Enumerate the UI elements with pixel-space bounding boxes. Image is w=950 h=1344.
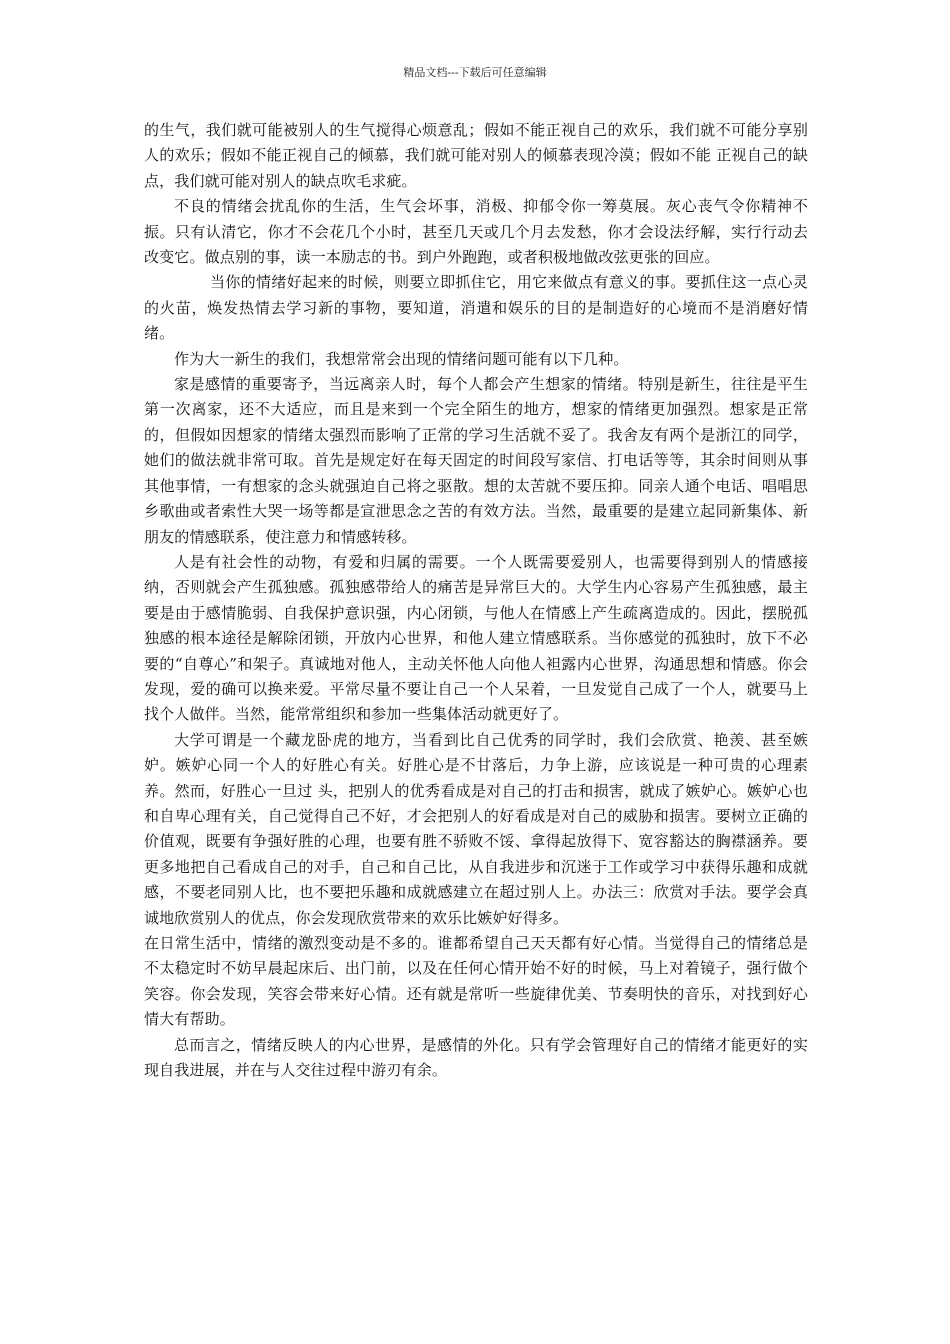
paragraph-2: 不良的情绪会扰乱你的生活，生气会坏事，消极、抑郁令你一筹莫展。灰心丧气令你精神不振。只有认清它，你才不会花几个小时，甚至几天或几个月去发愁，你才会设法纾解，实行行动去改变它。做点别的事，读一本励志的书。到户外跑跑，或者积极地做改弦更张的回应。 (144, 197, 808, 267)
paragraph-7: 大学可谓是一个藏龙卧虎的地方，当看到比自己优秀的同学时，我们会欣赏、艳羡、甚至嫉妒。嫉妒心同一个人的好胜心有关。好胜心是不甘落后，力争上游，应该说是一种可贵的心理素养。然而，好胜心一旦过 头，把别人的优秀看成是对自己的打击和损害，就成了嫉妒心。嫉妒心也和自卑心理有关，自己觉得自己不好，才会把别人的好看成是对自己的威胁和损害。要树立正确的价值观，既要有争强好胜的心理，也要有胜不骄败不馁、拿得起放得下、宽容豁达的胸襟涵养。要更多地把自己看成自己的对手，自己和自己比，从自我进步和沉迷于工作或学习中获得乐趣和成就感，不要老同别人比，也不要把乐趣和成就感建立在超过别人上。办法三：欣赏对手法。要学会真诚地欣赏别人的优点，你会发现欣赏带来的欢乐比嫉妒好得多。 (144, 730, 808, 927)
paragraph-8: 在日常生活中，情绪的激烈变动是不多的。谁都希望自己天天都有好心情。当觉得自己的情绪总是不太稳定时不妨早晨起床后、出门前，以及在任何心情开始不好的时候，马上对着镜子，强行做个笑容。你会发现，笑容会带来好心情。还有就是常听一些旋律优美、节奏明快的音乐，对找到好心情大有帮助。 (144, 934, 808, 1029)
paragraph-3: 当你的情绪好起来的时候，则要立即抓住它，用它来做点有意义的事。要抓住这一点心灵的火苗，焕发热情去学习新的事物，要知道，消遣和娱乐的目的是制造好的心境而不是消磨好情绪。 (144, 273, 808, 343)
paragraph-9: 总而言之，情绪反映人的内心世界，是感情的外化。只有学会管理好自己的情绪才能更好的实现自我进展，并在与人交往过程中游刃有余。 (144, 1035, 808, 1080)
paragraph-4: 作为大一新生的我们，我想常常会出现的情绪问题可能有以下几种。 (174, 349, 629, 368)
paragraph-1: 的生气，我们就可能被别人的生气搅得心烦意乱；假如不能正视自己的欢乐，我们就不可能分享别人的欢乐；假如不能正视自己的倾慕，我们就可能对别人的倾慕表现冷漠；假如不能 正视自己的缺点，我们就可能对别人的缺点吹毛求疵。 (144, 121, 808, 190)
document-body (144, 118, 808, 1083)
page-header: 精品文档---下载后可任意编辑 (403, 66, 547, 79)
paragraph-5: 家是感情的重要寄予，当远离亲人时，每个人都会产生想家的情绪。特别是新生，往往是平生第一次离家，还不大适应，而且是来到一个完全陌生的地方，想家的情绪更加强烈。想家是正常的，但假如因想家的情绪太强烈而影响了正常的学习生活就不妥了。我舍友有两个是浙江的同学，她们的做法就非常可取。首先是规定好在每天固定的时间段写家信、打电话等等，其余时间则从事其他事情，一有想家的念头就强迫自己将之驱散。想的太苦就不要压抑。同亲人通个电话、唱唱思乡歌曲或者索性大哭一场等都是宣泄思念之苦的有效方法。当然，最重要的是建立起同新集体、新朋友的情感联系，使注意力和情感转移。 (144, 375, 808, 546)
paragraph-6: 人是有社会性的动物，有爱和归属的需要。一个人既需要爱别人，也需要得到别人的情感接纳，否则就会产生孤独感。孤独感带给人的痛苦是异常巨大的。大学生内心容易产生孤独感，最主要是由于感情脆弱、自我保护意识强，内心闭锁，与他人在情感上产生疏离造成的。因此，摆脱孤独感的根本途径是解除闭锁，开放内心世界，和他人建立情感联系。当你感觉的孤独时，放下不必要的“自尊心”和架子。真诚地对他人，主动关怀他人向他人袒露内心世界，沟通思想和情感。你会发现，爱的确可以换来爱。平常尽量不要让自己一个人呆着，一旦发觉自己成了一个人，就要马上找个人做伴。当然，能常常组织和参加一些集体活动就更好了。 (144, 552, 808, 724)
